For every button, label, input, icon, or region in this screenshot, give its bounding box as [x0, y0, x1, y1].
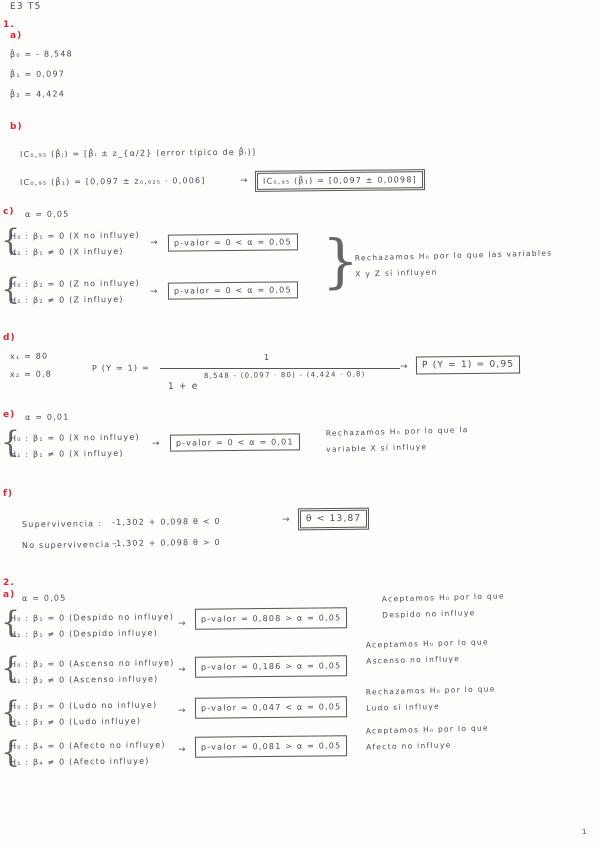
x2-value: x₂ = 0,8 — [9, 369, 53, 379]
alpha-value: α = 0,01 — [24, 412, 70, 422]
p-value-box: p-valor = 0,186 > α = 0,05 — [195, 655, 348, 678]
hypothesis-h1: H₁ : β₃ ≠ 0 (Ludo influye) — [9, 716, 142, 727]
arrow-icon: → — [178, 665, 186, 675]
p-value-box: p-valor = 0,047 < α = 0,05 — [195, 696, 348, 719]
fraction-numerator: 1 — [263, 352, 271, 362]
probability-result-box: P (Y = 1) = 0,95 — [416, 355, 520, 374]
page-number: 1 — [581, 827, 588, 836]
fraction-denominator: 1 + e — [167, 381, 199, 392]
arrow-icon: → — [400, 362, 408, 372]
arrow-icon: → — [150, 287, 158, 297]
survival-label: Supervivencia : — [21, 519, 102, 529]
no-survival-inequality: -1,302 + 0,098 θ > 0 — [111, 537, 221, 548]
arrow-icon: → — [178, 745, 186, 755]
q2-section-a-label: a) — [3, 590, 16, 600]
beta1-estimate: β̂₁ = 0,097 — [9, 69, 66, 79]
hypothesis-h0: H₀ : β₄ = 0 (Afecto no influye) — [9, 740, 166, 751]
arrow-icon: → — [150, 238, 158, 248]
arrow-icon: → — [178, 706, 186, 716]
hypothesis-h1: H₁ : β₂ ≠ 0 (Z influye) — [9, 294, 124, 305]
section-f-label: f) — [3, 489, 14, 499]
left-brace: { — [1, 651, 21, 686]
hypothesis-h0: H₀ : β₁ = 0 (X no influye) — [9, 230, 140, 241]
section-e-label: e) — [3, 410, 16, 420]
alpha-value: α = 0,05 — [24, 209, 70, 219]
p-value-box: p-valor = 0 < α = 0,01 — [170, 433, 300, 451]
left-brace: { — [1, 425, 21, 460]
hypothesis-h0: H₀ : β₃ = 0 (Ludo no influye) — [9, 700, 158, 711]
beta0-estimate: β̂₀ = - 8,548 — [9, 49, 73, 59]
section-a-label: a) — [10, 31, 23, 41]
conclusion-note: Aceptamos H₀ por lo que Despido no influye — [381, 591, 506, 620]
hypothesis-h1: H₁ : β₂ ≠ 0 (Ascenso influye) — [9, 674, 159, 685]
conclusion-note: Rechazamos H₀ por lo que Ludo sí influye — [365, 684, 496, 713]
hypothesis-h0: H₀ : β₂ = 0 (Z no influye) — [9, 278, 140, 289]
arrow-icon: → — [282, 515, 290, 525]
left-brace: { — [1, 695, 21, 730]
conclusion-note: Aceptamos H₀ por lo que Ascenso no influye — [365, 637, 490, 666]
arrow-icon: → — [240, 176, 248, 186]
question-2-number: 2. — [3, 578, 15, 588]
hypothesis-h0: H₀ : β₂ = 0 (Ascenso no influye) — [9, 658, 175, 669]
x1-value: x₁ = 80 — [9, 351, 49, 361]
conclusion-note: Rechazamos H₀ por lo que la variable X sí influye — [325, 425, 469, 454]
left-brace: { — [1, 223, 21, 258]
probability-lhs: P (Y = 1) = — [91, 363, 150, 373]
section-d-label: d) — [3, 333, 16, 343]
beta2-estimate: β̂₂ = 4,424 — [9, 89, 66, 99]
page-title: E3 T5 — [9, 1, 42, 12]
left-brace: { — [1, 605, 21, 640]
hypothesis-h1: H₁ : β₄ ≠ 0 (Afecto influye) — [9, 756, 150, 767]
hypothesis-h1: H₁ : β₁ ≠ 0 (X influye) — [9, 448, 124, 459]
fraction-bar — [160, 368, 400, 369]
question-1-number: 1. — [3, 20, 15, 30]
p-value-box: p-valor = 0 < α = 0,05 — [168, 233, 298, 251]
arrow-icon: → — [178, 619, 186, 629]
hypothesis-h0: H₀ : β₁ = 0 (Despido no influye) — [9, 612, 175, 623]
exponent: 8,548 - (0,097 · 80) - (4,424 · 0,8) — [203, 370, 366, 380]
left-brace: { — [1, 735, 21, 770]
no-survival-label: No supervivencia : — [21, 539, 119, 550]
hypothesis-h0: H₀ : β₁ = 0 (X no influye) — [9, 432, 140, 443]
conclusion-note: Aceptamos H₀ por lo que Afecto no influye — [365, 723, 490, 752]
alpha-value: α = 0,05 — [21, 593, 67, 603]
conclusion-note: Rechazamos H₀ por lo que las variables X y Z sí influyen — [354, 248, 553, 279]
p-value-box: p-valor = 0 < α = 0,05 — [168, 281, 298, 299]
arrow-icon: → — [152, 439, 160, 449]
hypothesis-h1: H₁ : β₁ ≠ 0 (X influye) — [9, 246, 124, 257]
p-value-box: p-valor = 0,808 > α = 0,05 — [195, 607, 348, 630]
ci-formula: IC₀,₉₅ (β̂ᵢ) = [β̂ᵢ ± z_{α/2} (error típico de β̂ᵢ)] — [19, 147, 257, 159]
section-b-label: b) — [10, 122, 23, 132]
hypothesis-h1: H₁ : β₁ ≠ 0 (Despido influye) — [9, 628, 158, 639]
left-brace: { — [1, 272, 21, 307]
ci-result-box: IC₀,₉₅ (β̂₁) = [0,097 ± 0,0098] — [255, 169, 425, 192]
section-c-label: c) — [3, 207, 15, 217]
threshold-result-box: θ < 13,87 — [298, 508, 370, 531]
ci-calculation: IC₀,₉₅ (β̂₁) = [0,097 ± z₀,₀₂₅ · 0,006] — [19, 176, 206, 187]
survival-inequality: -1,302 + 0,098 θ < 0 — [111, 516, 221, 527]
right-brace: } — [322, 227, 359, 295]
p-value-box: p-valor = 0,081 > α = 0,05 — [195, 735, 348, 758]
